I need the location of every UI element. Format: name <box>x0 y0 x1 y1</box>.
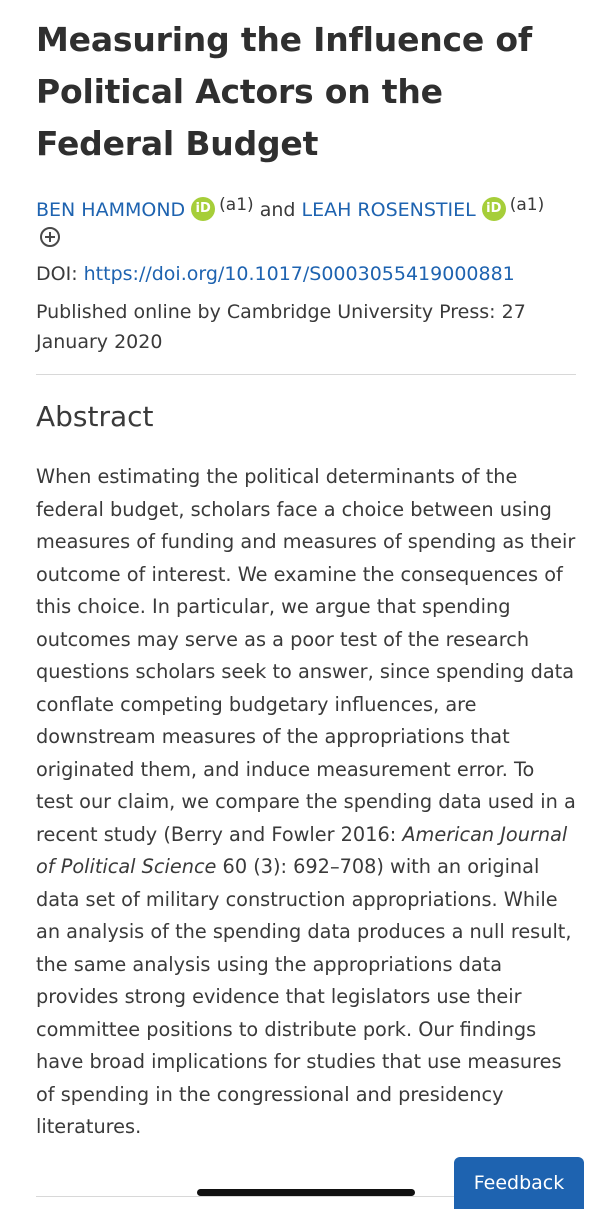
feedback-button[interactable]: Feedback <box>454 1157 584 1209</box>
author-link-ben-hammond[interactable]: BEN HAMMOND <box>36 199 186 221</box>
orcid-icon[interactable]: iD <box>191 197 215 221</box>
expand-authors-row <box>36 227 576 255</box>
journal-title: American Journal of Political Science <box>36 822 568 878</box>
affiliation-marker[interactable]: (a1) <box>509 195 545 215</box>
doi-link[interactable]: https://doi.org/10.1017/S0003055419000881 <box>83 263 515 285</box>
section-divider <box>36 374 576 375</box>
expand-plus-icon[interactable] <box>40 227 60 247</box>
author-separator: and <box>259 199 296 221</box>
article-header <box>36 0 576 357</box>
home-indicator[interactable] <box>197 1189 415 1196</box>
abstract-heading: Abstract <box>36 400 154 433</box>
affiliation-marker[interactable]: (a1) <box>219 195 254 215</box>
abstract-text <box>36 461 576 1144</box>
published-date: Published online by Cambridge University Press: 27 January 2020 <box>36 301 526 353</box>
author-link-leah-rosenstiel[interactable]: LEAH ROSENSTIEL <box>301 199 476 221</box>
author-list <box>36 192 576 223</box>
doi-label: DOI: <box>36 263 78 285</box>
orcid-icon[interactable]: iD <box>482 197 506 221</box>
doi-line <box>36 261 576 287</box>
article-title: Measuring the Influence of Political Actors on the Federal Budget <box>36 20 533 163</box>
abstract-text-part-2: 60 (3): 692–708) with an original data set of military construction appropriations. While an analysis of the spending data produces a null result, the same analysis using the appropriations data provides strong evidence that legislators use their committee positions to distribute pork. Our findings have broad implications for studies that use measures of spending in the congressional and presidency literatures. <box>36 855 572 1138</box>
abstract-text-part-1: When estimating the political determinants of the federal budget, scholars face a choice between using measures of funding and measures of spending as their outcome of interest. We examine the consequences of this choice. In particular, we argue that spending outcomes may serve as a poor test of the research questions scholars seek to answer, since spending data conflate competing budgetary influences, are downstream measures of the appropriations that originated them, and induce measurement error. To test our claim, we compare the spending data used in a recent study (Berry and Fowler 2016: <box>36 465 576 846</box>
